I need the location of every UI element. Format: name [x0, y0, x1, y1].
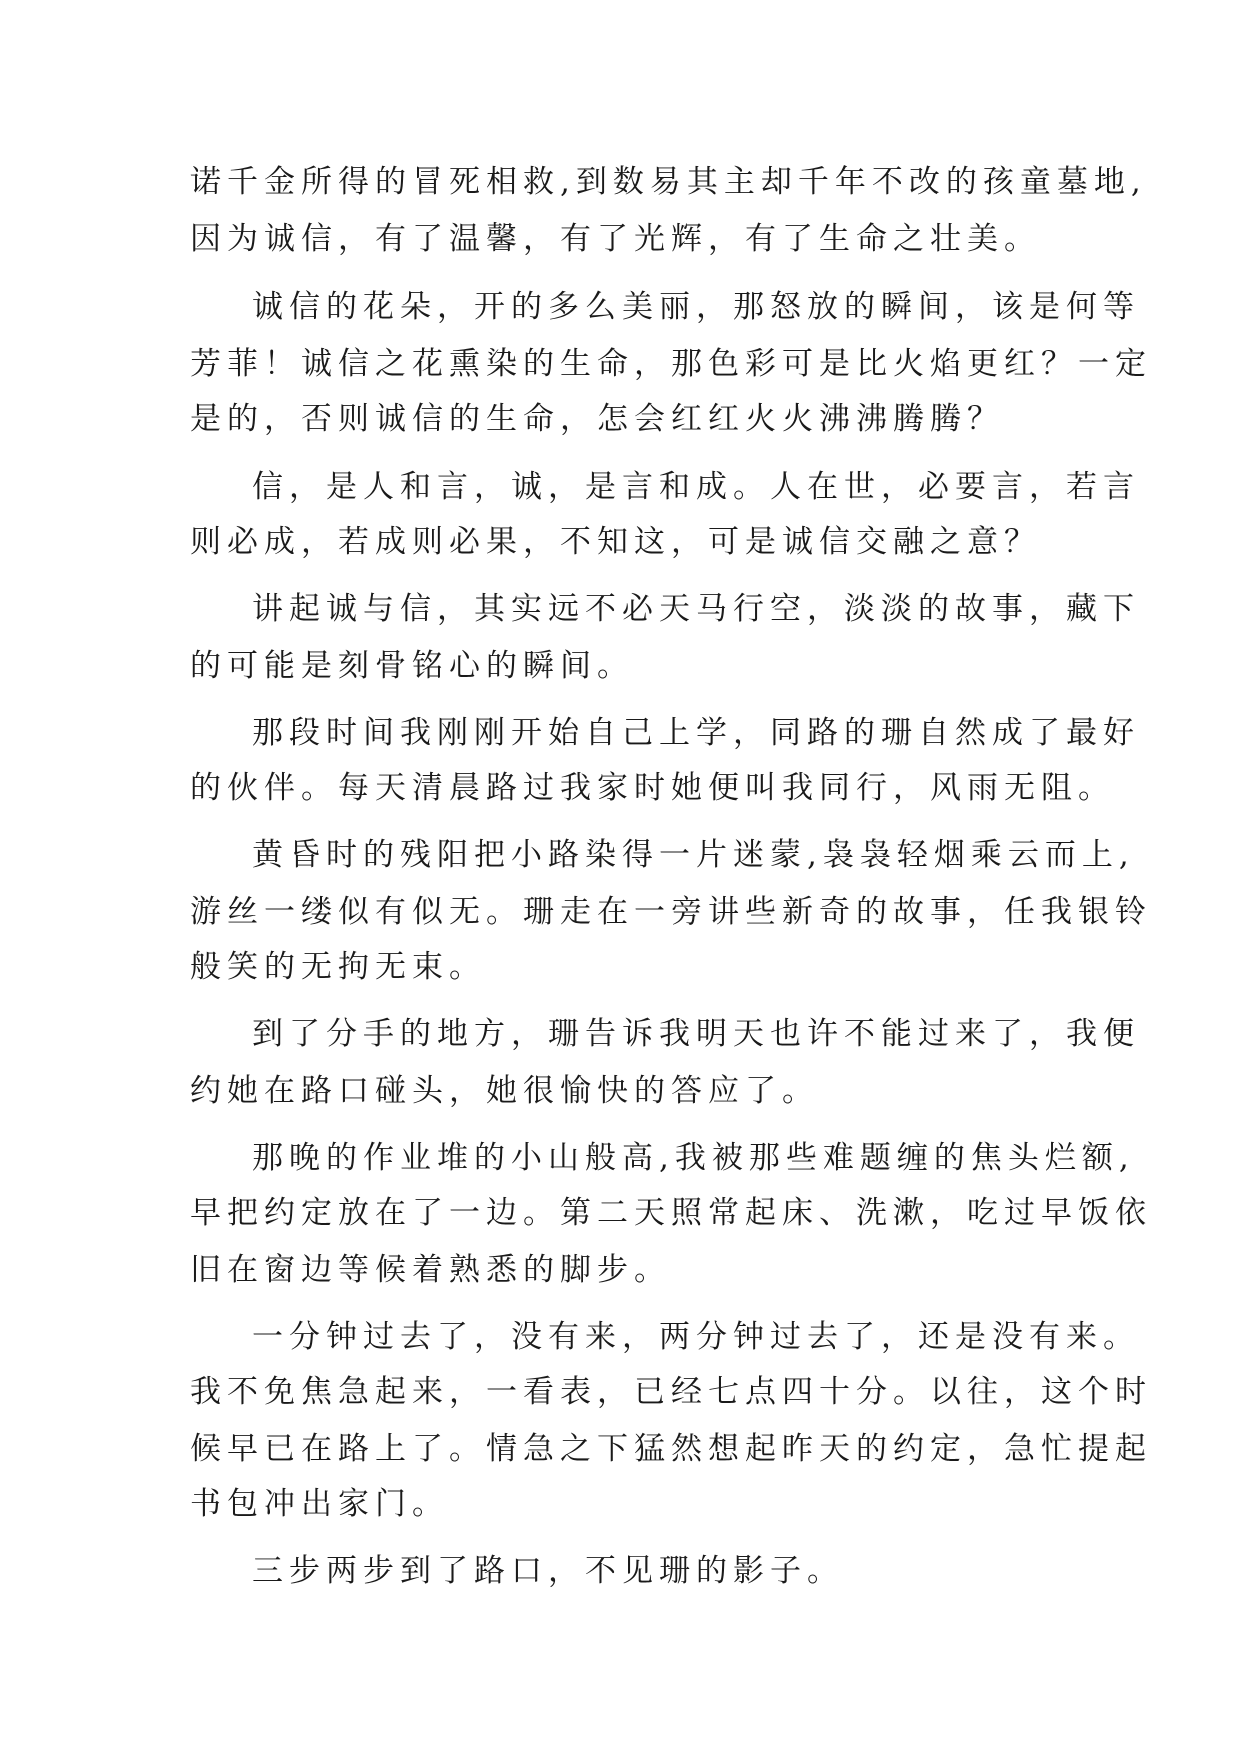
paragraph-first-line: 黄昏时的残阳把小路染得一片迷蒙,袅袅轻烟乘云而上,: [252, 837, 1135, 873]
text-line: 是的，否则诚信的生命，怎会红红火火沸沸腾腾？: [190, 401, 1004, 437]
text-line: 约她在路口碰头，她很愉快的答应了。: [190, 1073, 819, 1109]
paragraph-first-line: 一分钟过去了，没有来，两分钟过去了，还是没有来。: [252, 1319, 1140, 1355]
text-line: 我不免焦急起来，一看表，已经七点四十分。以往，这个时: [190, 1374, 1152, 1410]
text-line: 则必成，若成则必果，不知这，可是诚信交融之意？: [190, 524, 1041, 560]
paragraph-first-line: 三步两步到了路口，不见珊的影子。: [252, 1553, 844, 1589]
text-line: 般笑的无拘无束。: [190, 949, 486, 985]
text-line: 的可能是刻骨铭心的瞬间。: [190, 648, 634, 684]
text-line: 因为诚信，有了温馨，有了光辉，有了生命之壮美。: [190, 221, 1041, 257]
paragraph-first-line: 到了分手的地方，珊告诉我明天也许不能过来了，我便: [252, 1016, 1140, 1052]
paragraph-first-line: 诚信的花朵，开的多么美丽，那怒放的瞬间，该是何等: [252, 289, 1140, 325]
paragraph-first-line: 那晚的作业堆的小山般高,我被那些难题缠的焦头烂额,: [252, 1140, 1135, 1176]
text-line: 书包冲出家门。: [190, 1486, 449, 1522]
text-line: 旧在窗边等候着熟悉的脚步。: [190, 1252, 671, 1288]
paragraph-first-line: 那段时间我刚刚开始自己上学，同路的珊自然成了最好: [252, 715, 1140, 751]
text-line: 芳菲！诚信之花熏染的生命，那色彩可是比火焰更红？一定: [190, 346, 1152, 382]
text-line: 的伙伴。每天清晨路过我家时她便叫我同行，风雨无阻。: [190, 770, 1115, 806]
paragraph-first-line: 信，是人和言，诚，是言和成。人在世，必要言，若言: [252, 469, 1140, 505]
text-line: 早把约定放在了一边。第二天照常起床、洗漱，吃过早饭依: [190, 1195, 1152, 1231]
text-line: 诺千金所得的冒死相救,到数易其主却千年不改的孩童墓地,: [190, 164, 1147, 200]
text-line: 候早已在路上了。情急之下猛然想起昨天的约定，急忙提起: [190, 1431, 1152, 1467]
paragraph-first-line: 讲起诚与信，其实远不必天马行空，淡淡的故事，藏下: [252, 591, 1140, 627]
text-line: 游丝一缕似有似无。珊走在一旁讲些新奇的故事，任我银铃: [190, 894, 1152, 930]
